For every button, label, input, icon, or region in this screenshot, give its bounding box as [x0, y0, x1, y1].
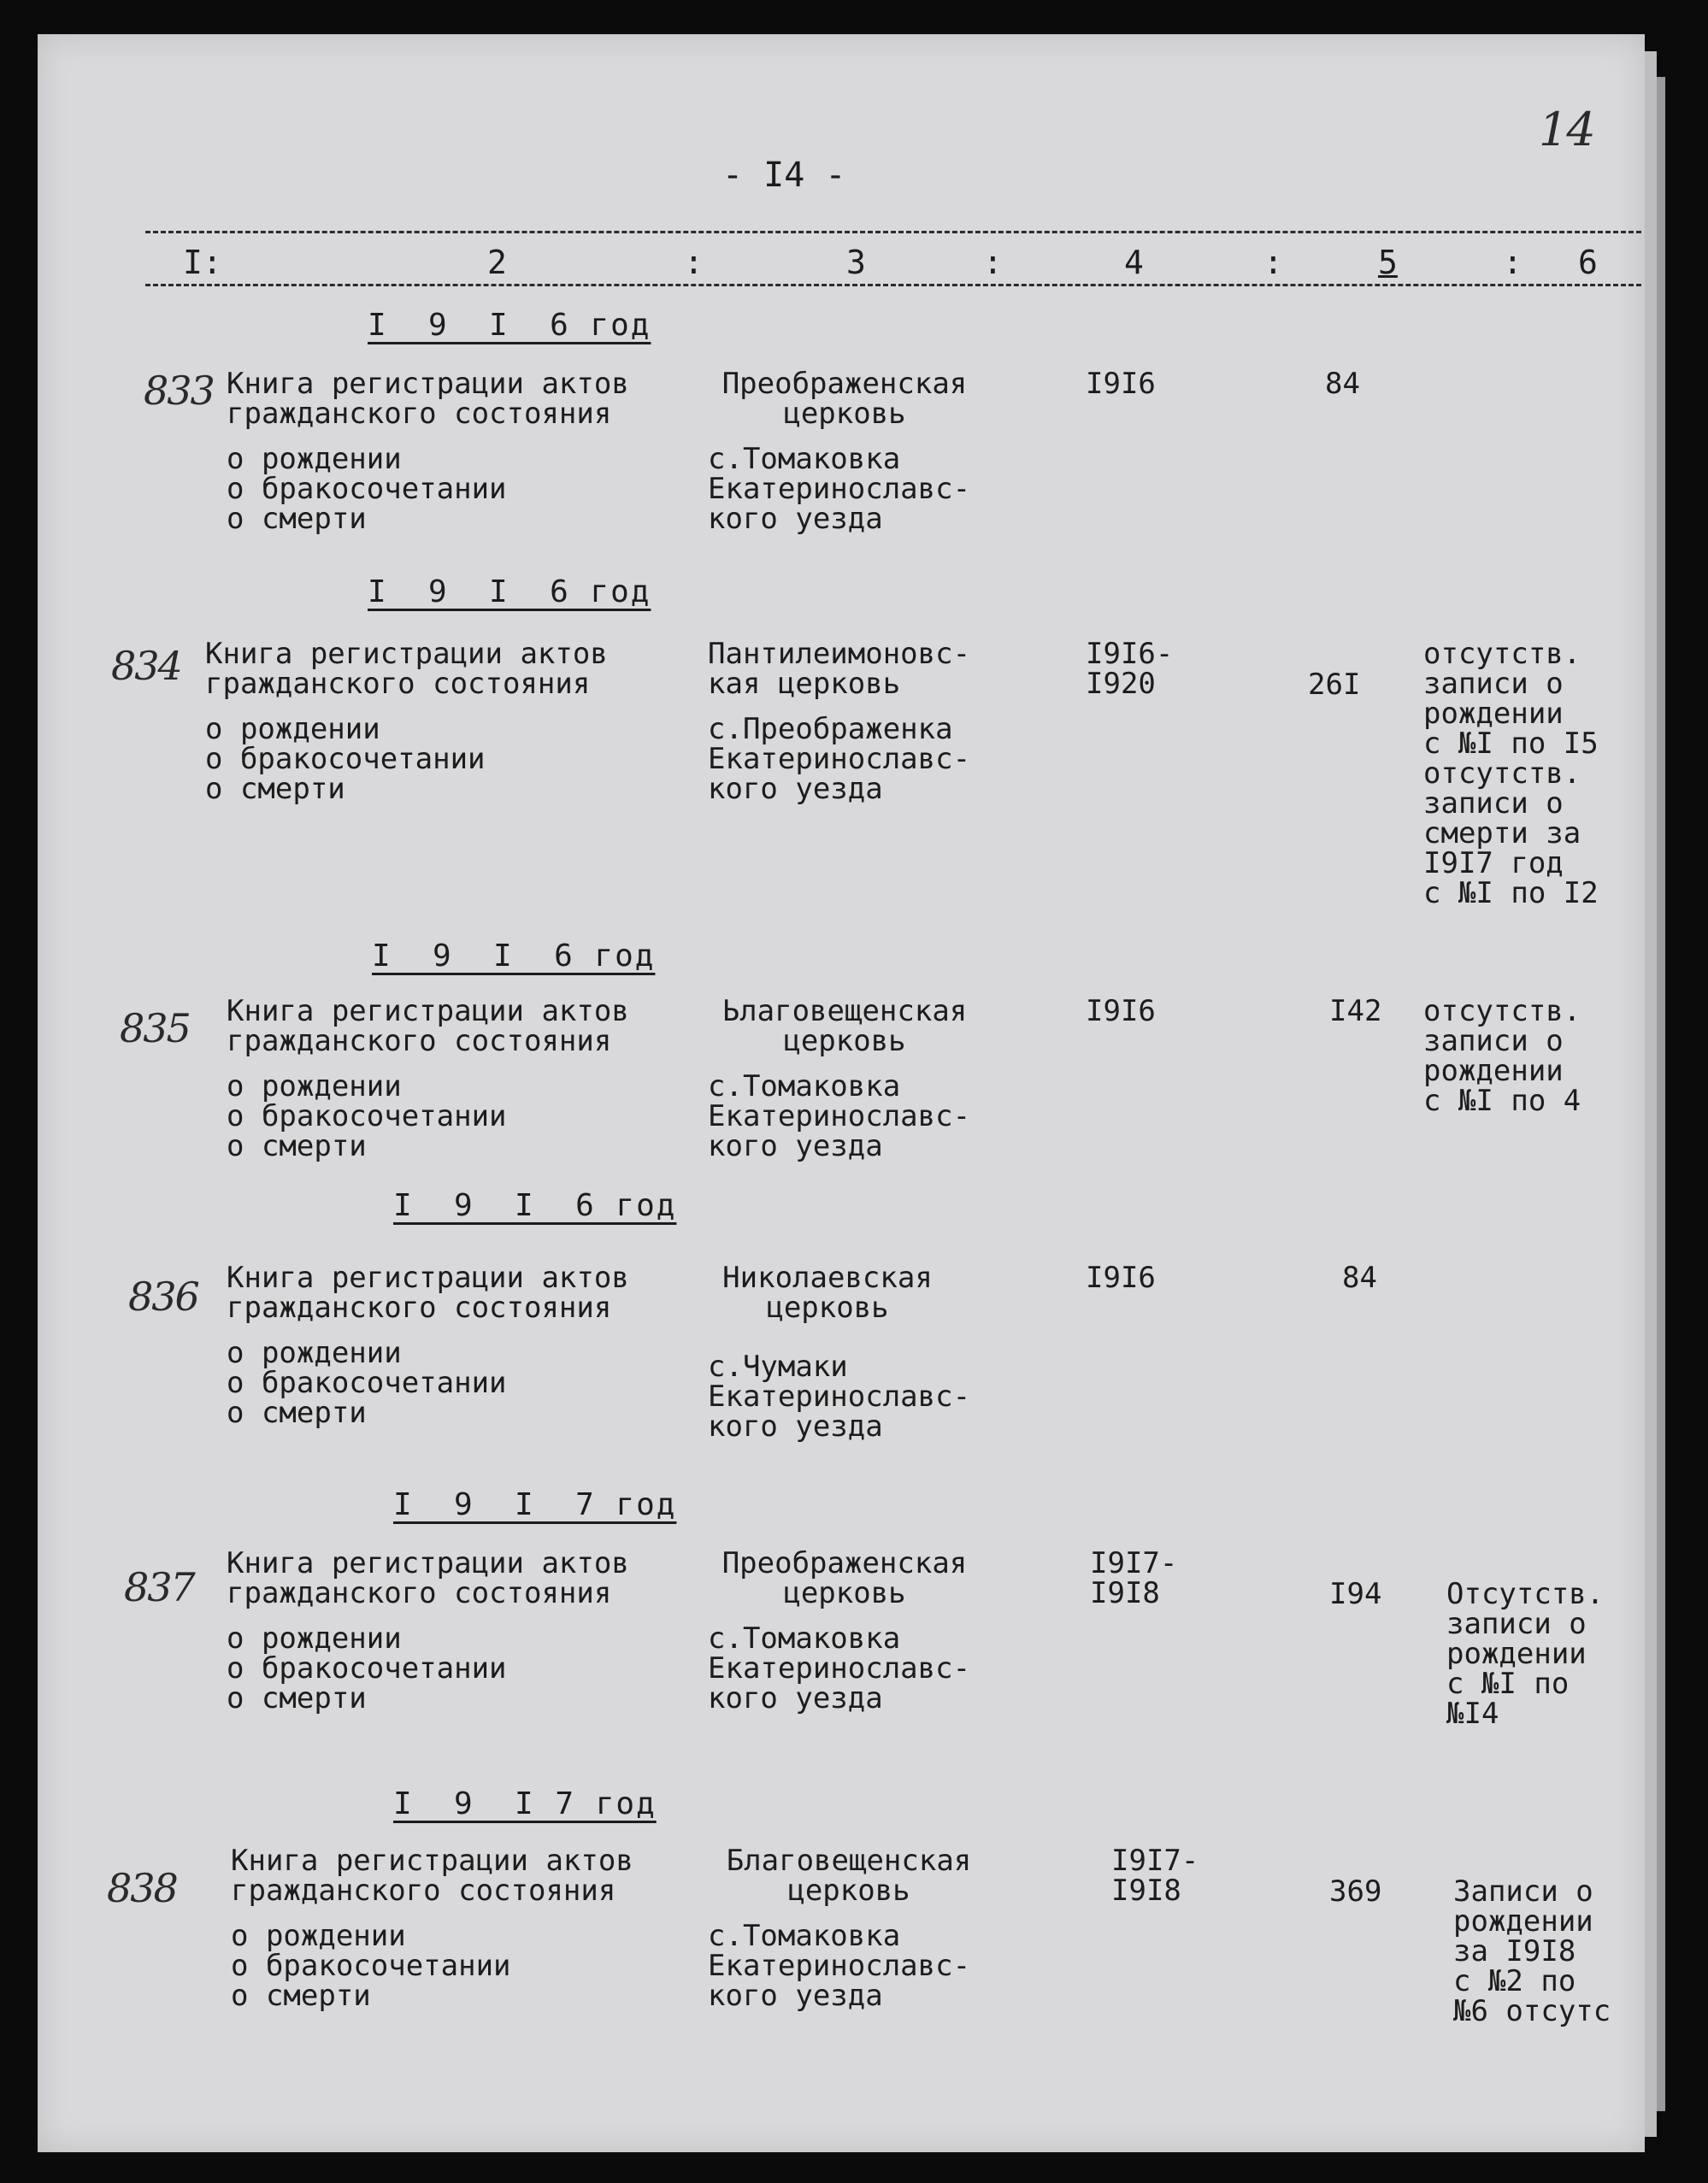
record-years: I9I6 — [1086, 1261, 1156, 1295]
header-rule-top — [145, 231, 1641, 233]
header-col4: 4 — [1124, 244, 1144, 281]
record-years: I9I7- I9I8 — [1090, 1546, 1178, 1610]
record-number: 836 — [128, 1274, 198, 1320]
record-church: Николаевская церковь — [722, 1261, 933, 1325]
record-place: с.Томаковка Екатеринославс- кого уезда — [708, 442, 971, 536]
record-sheets: I42 — [1329, 994, 1382, 1028]
record-church: Преображенская церковь — [721, 367, 968, 431]
record-title: Книга регистрации актов гражданского состояния — [227, 1546, 629, 1610]
header-rule-bottom — [145, 284, 1641, 286]
year-heading: I 9 I 6 год — [393, 1188, 677, 1223]
record-types: о рождении о бракосочетании о смерти — [227, 1336, 507, 1430]
record-notes: отсутств. записи о рождении с №I по I5 отсутств. записи о смерти за I9I7 год с №I по I2 — [1423, 637, 1599, 910]
header-col3: 3 — [846, 244, 866, 281]
record-types: о рождении о бракосочетании о смерти — [227, 1069, 507, 1163]
header-col2: 2 — [487, 244, 507, 281]
year-heading: I 9 I 7 год — [393, 1786, 657, 1821]
record-place: с.Томаковка Екатеринославс- кого уезда — [708, 1919, 971, 2013]
record-number: 833 — [144, 368, 214, 414]
header-col1: I: — [183, 244, 222, 281]
header-col6: 6 — [1578, 244, 1598, 281]
record-years: I9I6 — [1086, 994, 1156, 1028]
year-heading: I 9 I 7 год — [393, 1487, 677, 1522]
record-church: Пантилеимоновс- кая церковь — [708, 637, 971, 701]
record-types: о рождении о бракосочетании о смерти — [231, 1919, 511, 2013]
record-notes: Записи о рождении за I9I8 с №2 по №6 отсутс — [1453, 1874, 1611, 2028]
record-title: Книга регистрации актов гражданского состояния — [227, 367, 629, 431]
record-sheets: I94 — [1329, 1577, 1382, 1611]
record-types: о рождении о бракосочетании о смерти — [205, 712, 486, 806]
record-types: о рождении о бракосочетании о смерти — [227, 442, 507, 536]
record-place: с.Чумаки Екатеринославс- кого уезда — [708, 1350, 971, 1444]
header-col5: 5 — [1378, 244, 1398, 281]
record-church: Ьлаговещенская церковь — [721, 994, 968, 1058]
page-number: - I4 - — [722, 156, 846, 195]
header-sep: : — [983, 244, 1003, 281]
handwritten-page-number: 14 — [1539, 103, 1594, 156]
record-years: I9I6 — [1086, 367, 1156, 401]
year-heading: I 9 I 6 год — [368, 574, 651, 609]
header-sep: : — [1263, 244, 1283, 281]
record-notes: Отсутств. записи о рождении с №I по №I4 — [1446, 1577, 1605, 1731]
record-sheets: 84 — [1342, 1261, 1377, 1295]
record-title: Книга регистрации актов гражданского состояния — [231, 1844, 633, 1908]
year-heading: I 9 I 6 год — [372, 939, 656, 974]
year-heading: I 9 I 6 год — [368, 308, 651, 343]
record-number: 835 — [120, 1005, 190, 1051]
record-sheets: 84 — [1325, 367, 1360, 401]
page-edge-shadow — [1657, 77, 1665, 2111]
record-types: о рождении о бракосочетании о смерти — [227, 1621, 507, 1715]
record-years: I9I6- I920 — [1086, 637, 1174, 701]
record-church: Преображенская церковь — [721, 1546, 968, 1610]
header-sep: : — [1503, 244, 1522, 281]
record-sheets: 369 — [1329, 1874, 1382, 1909]
record-title: Книга регистрации актов гражданского состояния — [227, 994, 629, 1058]
record-church: Благовещенская церковь — [726, 1844, 972, 1908]
page-edge — [1645, 51, 1657, 2137]
record-notes: отсутств. записи о рождении с №I по 4 — [1423, 994, 1581, 1118]
record-years: I9I7- I9I8 — [1111, 1844, 1199, 1908]
record-sheets: 26I — [1308, 668, 1361, 702]
record-place: с.Преображенка Екатеринославс- кого уезда — [708, 712, 971, 806]
record-number: 834 — [111, 643, 181, 689]
record-title: Книга регистрации актов гражданского состояния — [205, 637, 608, 701]
record-title: Книга регистрации актов гражданского состояния — [227, 1261, 629, 1325]
record-number: 838 — [107, 1865, 177, 1911]
record-place: с.Томаковка Екатеринославс- кого уезда — [708, 1621, 971, 1715]
record-number: 837 — [124, 1564, 194, 1610]
header-sep: : — [684, 244, 704, 281]
record-place: с.Томаковка Екатеринославс- кого уезда — [708, 1069, 971, 1163]
